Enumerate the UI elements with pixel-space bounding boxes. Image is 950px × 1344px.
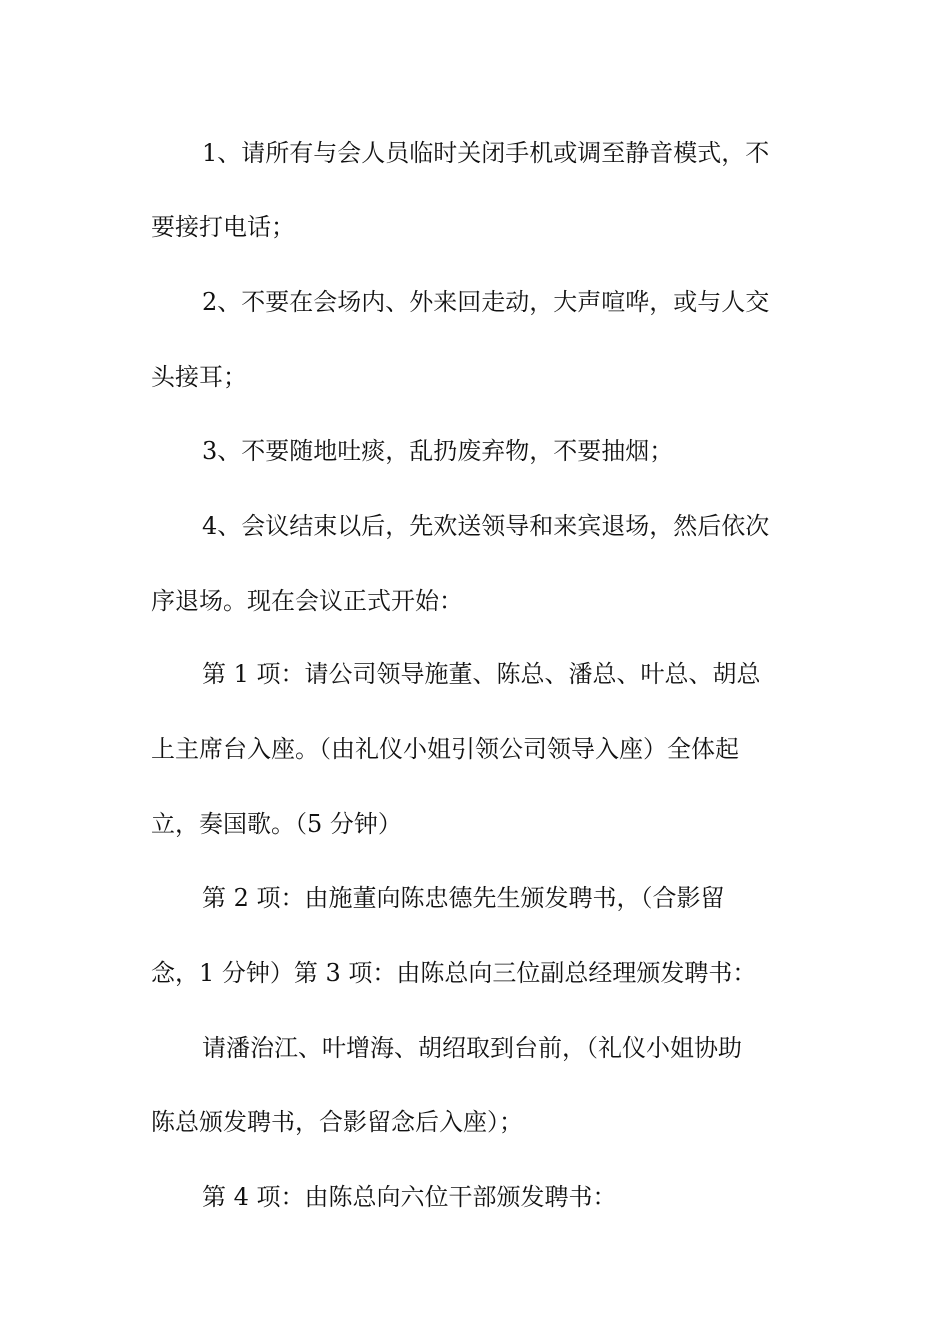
paragraph-4-line-1: 4、会议结束以后，先欢送领导和来宾退场，然后依次 <box>202 512 770 540</box>
item-1-line-1: 第 1 项：请公司领导施董、陈总、潘总、叶总、胡总 <box>202 660 761 688</box>
item-4-line-1: 第 4 项：由陈总向六位干部颁发聘书： <box>202 1183 617 1211</box>
item-3-line-1: 请潘治江、叶增海、胡绍取到台前，（礼仪小姐协助 <box>202 1034 742 1062</box>
item-2-line-2: 念，1 分钟）第 3 项：由陈总向三位副总经理颁发聘书： <box>151 959 757 987</box>
item-2-line-1: 第 2 项：由施董向陈忠德先生颁发聘书，（合影留 <box>202 884 725 912</box>
paragraph-2-line-2: 头接耳； <box>151 363 247 391</box>
paragraph-1-line-2: 要接打电话； <box>151 213 295 241</box>
item-1-line-3: 立，奏国歌。（5 分钟） <box>151 810 402 838</box>
paragraph-2-line-1: 2、不要在会场内、外来回走动，大声喧哗，或与人交 <box>202 288 770 316</box>
item-3-line-2: 陈总颁发聘书，合影留念后入座）； <box>151 1108 523 1136</box>
paragraph-3-line-1: 3、不要随地吐痰，乱扔废弃物，不要抽烟； <box>202 437 674 465</box>
item-1-line-2: 上主席台入座。（由礼仪小姐引领公司领导入座）全体起 <box>151 735 739 763</box>
paragraph-1-line-1: 1、请所有与会人员临时关闭手机或调至静音模式，不 <box>202 139 770 167</box>
paragraph-4-line-2: 序退场。现在会议正式开始： <box>151 587 463 615</box>
